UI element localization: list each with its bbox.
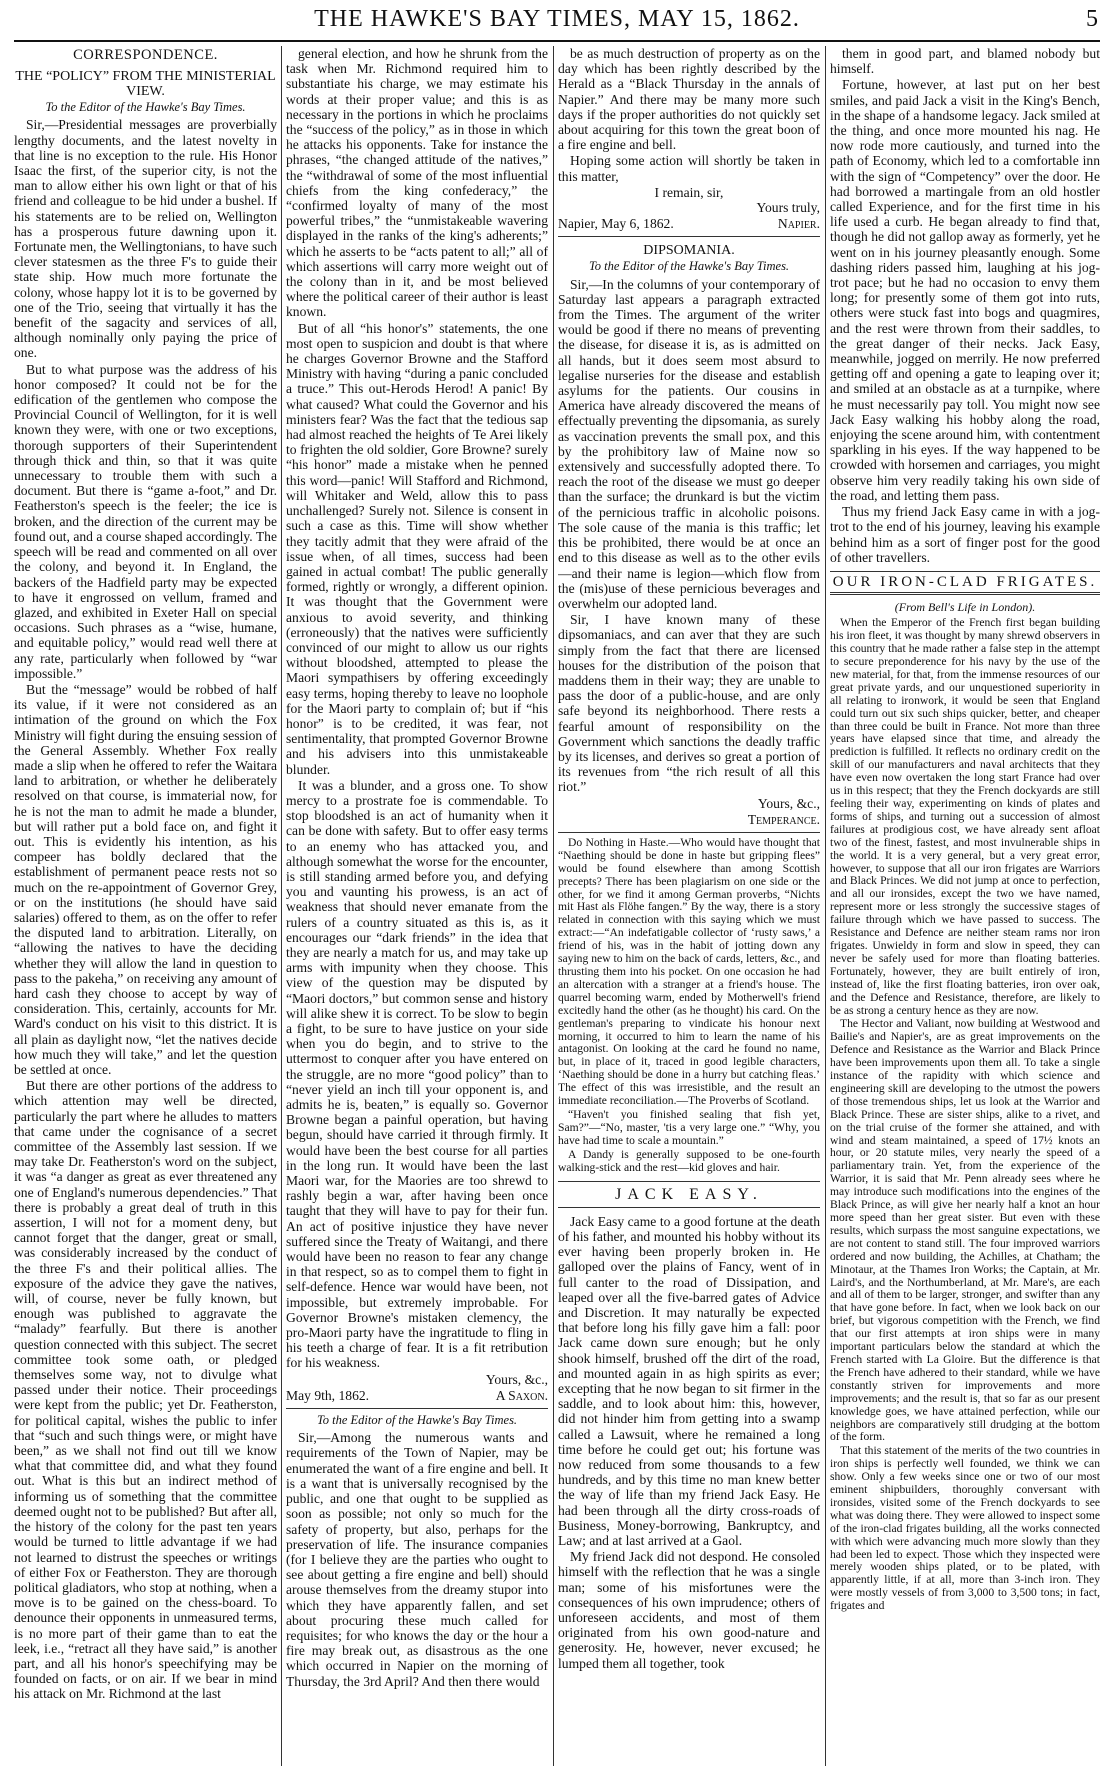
frigates-article	[830, 617, 1100, 1613]
column-rule	[281, 46, 282, 1766]
article-paragraph: It was a blunder, and a gross one. To show mercy to a prostrate foe is commendable. To stop bloodshed is an act of humanity when it can be done with safety. But to offer easy terms to an enemy who has attacked you, and although somewhat the worse for the encounter, is still standing armed before you, and defying you and vaunting his prowess, is an act of weakness that should never emanate from the rulers of a country situated as this is, as it encourages our “dark friends” in the idea that they are nearly a match for us, and may take up arms with impunity when they choose. This view of the question may be disputed by “Maori doctors,” but common sense and history will alike shew it is correct. To be slow to begin a fight, to be sure to have justice on your side when you do begin, and to strive to the uttermost to conquer after you have entered on the struggle, are no more “good policy” than to “never yield an inch till your opponent is, and admits he is, beaten,” is equally so. Governor Browne began a painful operation, but having begun, should have carried it through firmly. It would have been the best course for all parties in the long run. It would have been the last Maori war, for the Maories are too shrewd to rashly begin a war, after having been once taught that they will have to pay for their fun. An act of positive injustice they have never suffered since the Treaty of Waitangi, and there would have been no reason to fear any change in that respect, so as to compel them to fight in self-defence. Hence war would have been, not impossible, but extremely improbable. For Governor Browne's mistaken clemency, the pro-Maori party have the ingratitude to fling in his teeth a charge of fear. It is a fit retribution for his weakness.	[286, 777, 548, 1371]
signature-closing: Yours, &c.,	[757, 795, 820, 811]
editor-address: To the Editor of the Hawke's Bay Times.	[316, 1413, 518, 1428]
columns	[14, 46, 1100, 1766]
article-heading-policy: THE “POLICY” FROM THE MINISTERIAL VIEW.	[15, 69, 276, 100]
article-heading-jack-easy: JACK EASY.	[558, 1181, 820, 1208]
masthead	[14, 4, 1100, 42]
article-paragraph: “Haven't you finished sealing that fish yet, Sam?”—“No, master, 'tis a very large one.” “Why, you have had time to scale a mountain.”	[558, 1107, 820, 1147]
signature-line	[558, 216, 820, 231]
article-paragraph: be as much destruction of property as on the day which has been rightly described by the Herald as a “Black Thursday in the annals of Napier.” And there may be many more such days if the proper authorities do not quickly set about acquiring for this town the great boon of a fire engine and bell.	[558, 46, 820, 153]
signature-date: May 9th, 1862.	[286, 1387, 370, 1403]
article-paragraph: Sir,—In the columns of your contemporary of Saturday last appears a paragraph extracted from the Times. The argument of the writer would be good if there no means of preventing the disease, for disease it is, as is admitted on all hands, but it does seem most absurd to legalise nurseries for the disease and establish asylums for the patients. Our cousins in America have already discovered the means of effectually preventing the dipsomania, as surely as vaccination prevents the small pox, and this by the prohibitory law of Maine now so extensively and successfully adopted there. To reach the root of the disease we must go deeper than the surface; the drunkard is but the victim of the pernicious traffic in alcoholic poisons. The sole cause of the mania is this traffic; let this be prohibited, there would be at once an end to this disease as well as to the other evils—and their name is legion—which flow from the (mis)use of these pernicious beverages and overwhelm our adopted land.	[558, 276, 820, 611]
column-4	[830, 46, 1100, 1766]
page-number: 5	[1086, 6, 1098, 32]
article-paragraph: When the Emperor of the French first began building his iron fleet, it was thought by many shrewd observers in this country that he made rather a false step in the attempt to secure preponderence for his navy by the use of the new material, for that, from the immense resources of our great private yards, and our unquestioned superiority in all relating to ironwork, it would be seen that England could turn out six such ships quicker, better, and cheaper than three could be built in France. Not more than three years have elapsed since that time, and already the prediction is fulfilled. It reflects no ordinary credit on the skill of our manufacturers and naval architects that they have even now overtaken the long start France had over us in this respect; that they the French dockyards are still feeling their way, experimenting on kinds of plates and forms of ships, and turning out a succession of almost failures at prodigious cost, we have already sent afloat two of the finest, fastest, and most invulnerable ships in the world. It is a very general, but a very great error, however, to suppose that all our iron frigates are Warriors and Black Princes. We did not jump at once to perfection, and all our ironsides, except the two we have named, represent more or less strongly the successive stages of failure through which we have passed to success. The Resistance and Defence are neither steam rams nor iron frigates. Unwieldy in form and slow in speed, they can never be safely used for more than floating batteries. Fortunately, however, they are built entirely of iron, instead of, like the first floating batteries, iron over oak, and the Defence and Resistance, therefore, are likely to be as strong a century hence as they are now.	[830, 616, 1100, 1017]
article-paragraph: them in good part, and blamed nobody but himself.	[830, 46, 1100, 77]
article-paragraph: Jack Easy came to a good fortune at the death of his father, and mounted his hobby without its ever having been properly broken in. He galloped over the plains of Fancy, went of in full canter to the road of Dissipation, and leaped over all the five-barred gates of Advice and Discretion. It may naturally be expected that before long his filly gave him a fall: poor Jack came down sure enough; but he only shook himself, brushed off the dirt of the road, and mounted again in as high spirits as ever; excepting that he now began to sit firmer in the saddle, and to look about him: this, however, did not hinder him from getting into a swamp called a Lawsuit, where he remained a long time before he could get out; his fortune was now reduced from some thousands to a few hundreds, and by this time no man knew better the way of life than my friend Jack Easy. He had been through all the dirty cross-roads of Business, Money-borrowing, Bankruptcy, and Law; and at last arrived at a Gaol.	[558, 1213, 820, 1548]
article-heading-iron-clad-frigates: OUR IRON-CLAD FRIGATES.	[830, 571, 1100, 595]
article-paragraph: That this statement of the merits of the two countries in iron ships is perfectly well founded, we think we can show. Only a few weeks since one or two of our most eminent shipbuilders, thoroughly conversant with ironsides, visited some of the French dockyards to see what was doing there. They were allowed to inspect some of the iron-clad frigates building, all the works connected with which were advancing much more slowly than they had been led to expect. Those which they inspected were merely wooden ships plated, or to be plated, with apparently little, if at all, more than 3-inch iron. They were mostly vessels of from 3,000 to 3,500 tons; in fact, frigates and	[830, 1444, 1100, 1613]
editor-address: To the Editor of the Hawke's Bay Times.	[45, 100, 246, 115]
miscellany-block	[558, 837, 820, 1175]
article-paragraph: Thus my friend Jack Easy came in with a jog-trot to the end of his journey, leaving his example behind him as a sort of finger post for the good of other travellers.	[830, 504, 1100, 565]
article-paragraph: Fortune, however, at last put on her best smiles, and paid Jack a visit in the King's Bench, in the shape of a handsome legacy. Jack smiled at the thing, and once more mounted his nag. He now rode more cautiously, and turned into the path of Economy, which led to a comfortable inn with the sign of “Competency” over the door. He had borrowed a martingale from an old hostler called Experience, and for the first time in his life used a curb. He began already to find that, though he did not gallop away as formerly, yet he went on in his journey pleasantly enough. Some dashing riders passed him, laughing at his jog-trot pace; but he had no occasion to envy them long; for presently some of them got into ruts, others were stuck fast into bogs and quagmires, and the rest were thrown from their saddles, to the great danger of their necks. Jack Easy, meanwhile, jogged on merrily. He now preferred getting off and opening a gate to leaping over it; and smiled at an obstacle as at a turnpike, where he must necessarily pay toll. You might now see Jack Easy walking his hobby along the road, enjoying the scene around him, with contentment sparkling in his eyes. If the way happened to be crowded with horsemen and carriages, you might observe him very readily taking his own side of the road, and letting them pass.	[830, 77, 1100, 503]
editor-address: To the Editor of the Hawke's Bay Times.	[588, 259, 790, 274]
source-credit: (From Bell's Life in London).	[894, 600, 1036, 615]
signature-name: Temperance.	[747, 811, 820, 827]
signature-date: Napier, May 6, 1862.	[558, 216, 674, 232]
signature-name: A Saxon.	[495, 1387, 548, 1403]
article-paragraph: Do Nothing in Haste.—Who would have thought that “Naething should be done in haste but gripping flees” would be found elsewhere than among Scottish precepts? There has been plagiarism on one side or the other, for we find it among German proverbs, “Nichts mit Hast als Flöhe fangen.” By the way, there is a story related in connection with this saying which we must extract:—“An indefatigable collector of ‘rusty saws,’ a friend of his, was in the habit of jotting down any saying new to him on the back of cards, letters, &c., and thrusting them into his pocket. On one occasion he had an altercation with a stranger at a friend's house. The quarrel becoming warm, ended by Motherwell's friend excitedly hand the other (as he thought) his card. On the gentleman's preparing to vindicate his honour next morning, it occurred to him to learn the name of his antagonist. On looking at the card he found no name, but, in place of it, traced in good legible characters, ‘Naething should be done in a hurry but catching fleas.’ The effect of this was irresistible, and the result an immediate reconciliation.—The Proverbs of Scotland.	[558, 835, 820, 1108]
divider	[558, 236, 820, 237]
signature-closing: Yours truly,	[756, 200, 820, 216]
column-3	[558, 46, 820, 1766]
article-heading-dipsomania: DIPSOMANIA.	[643, 243, 735, 259]
section-heading-correspondence: CORRESPONDENCE.	[73, 47, 218, 63]
article-paragraph: But there are other portions of the address to which attention may well be directed, particularly the part where he alludes to matters that came under the cognisance of a secret committee of the Assembly last session. If we may take Dr. Featherston's word on the subject, it was “a danger as great as ever threatened any one of England's numerous dependencies.” That there is probably a great deal of truth in this assertion, I will not for a moment deny, but cannot forget that the danger, great or small, was considerably increased by the conduct of the three F's and their political allies. The exposure of the advice they gave the natives, will, of course, never be fully known, but enough was published to aggravate the “malady” fearfully. But there is another question connected with this subject. The secret committee took some oath, or pledged themselves some way, not to divulge what passed under their notice. Their proceedings were kept from the public; yet Dr. Featherston, for political capital, wishes the public to infer that “such and such things were, or might have been,” as we shall not find out till we know what that committee did, and what they found out. What is this but an indirect method of informing us of something that the committee deemed ought not to be published? But after all, the history of the colony for the past ten years would be turned to little advantage if we had not learned to distrust the speeches or writings of either Fox or Featherston. They are thorough political gladiators, who stop at nothing, when a move is to be gained on the chess-board. To denounce their opponents in unmeasured terms, is no more part of their game than to eat the leek, i.e., “retract all they have said,” is another part, and all his honor's speechifying may be founded on facts, or on air. If we bear in mind his attack on Mr. Richmond at the last	[14, 1078, 277, 1702]
article-paragraph: But of all “his honor's” statements, the one most open to suspicion and doubt is that where he charges Governor Browne and the Stafford Ministry with having “during a panic concluded a truce.” This out-Herods Herod! A panic! By what caused? What could the Governor and his ministers fear? Was the fact that the tedious sap had almost reached the heights of Te Arei likely to frighten the old soldier, Gore Browne? surely “his honor” made a mistake when he penned this word—panic! Will Stafford and Richmond, will Whitaker and Weld, allow this to pass unchallenged? Surely not. Silence is consent in such a case as this. Time will show whether they tacitly admit that they were afraid of the issue when, of all times, success had been gained in actual combat! The public generally formed, rightly or wrongly, a different opinion. It was thought that the Government were anxious to avoid severity, and thinking (erroneously) that the natives were sufficiently convinced of our might to allow us our rights without bloodshed, attempted to please the Maori sympathisers by offering exceedingly easy terms, hoping thereby to leave no loophole for the Maori party to complain of; but if “his honor” is to be credited, it was fear, not sentimentality, that prompted Governor Browne and his advisers into this unmistakeable blunder.	[286, 320, 548, 777]
article-paragraph: Sir,—Presidential messages are proverbially lengthy documents, and the latest novelty in that line is no exception to the rule. His Honor Isaac the first, of the superior city, is not the man to allow either his own light or that of his friend and colleague to be hid under a bushel. If his statements are to be relied on, Wellington has a prosperous future dawning upon it. Fortunate men, the Wellingtonians, to have such clever statesmen as the three F's to guide their state ship. How much more fortunate the colony, whose happy lot it is to be governed by one of the Trio, seeing that virtually it has the benefit of the sagacity and services of all, although nominally only paying the price of one.	[14, 117, 277, 361]
article-paragraph: Hoping some action will shortly be taken in this matter,	[558, 153, 820, 184]
column-rule	[825, 46, 826, 1766]
signature-remain: I remain, sir,	[654, 184, 724, 200]
column-rule	[553, 46, 554, 1766]
article-paragraph: But to what purpose was the address of his honor composed? It could not be for the edification of the gentlemen who compose the Provincial Council of Wellington, for it is well known they were, with one or two exceptions, thorough supporters of their Superintendent through thick and thin, so that it was quite unnecessary to trouble them with such a document. But there is “game a-foot,” and Dr. Featherston's speech is the feeler; the ice is broken, and the direction of the current may be found out, and a course shaped accordingly. The speech will be read and commented on all over the colony, and beyond it. In England, the backers of the Hadfield party may be expected to have it engrossed on vellum, framed and glazed, and exhibited in Exeter Hall on special occasions. Such phrases as a “wise, humane, and equitable policy,” would read well there at any rate, particularly when followed by “war impossible.”	[14, 361, 277, 681]
signature-closing: Yours, &c.,	[485, 1371, 548, 1387]
article-paragraph: But the “message” would be robbed of half its value, if it were not considered as an intimation of the ground on which the Fox Ministry will fight during the ensuing session of the General Assembly. Whether Fox really made a slip when he offered to refer the Waitara land to arbitration, or whether he deliberately resolved on that course, is immaterial now, for he is not the man to admit he made a blunder, but will rather put a bold face on, and fight it out. This is evidently his intention, as his compeer has boldly declared that the establishment of permanent peace rests not so much on the re-appointment of Governor Grey, or on the institutions (he should have said salaries) offered to them, as on the offer to refer the disputed land to arbitration. Literally, on “allowing the natives to have the deciding whether they will allow the land in question to pass to the pakeha,” on receiving any amount of hard cash they choose to accept by way of consideration. This, certainly, accounts for Mr. Ward's conduct on his visit to this district. It is all plain as daylight now, “let the natives decide how much they will take,” and let the question be settled at once.	[14, 681, 277, 1077]
column-1	[14, 46, 277, 1766]
signature-line	[286, 1388, 548, 1403]
article-paragraph: My friend Jack did not despond. He consoled himself with the reflection that he was a single man; some of his misfortunes were the consequences of his own imprudence; others of unforeseen accidents, and most of them originated from his own good-nature and generosity. He, however, never excused; he lumped them all together, took	[558, 1549, 820, 1671]
signature-name: Napier.	[777, 216, 820, 232]
article-paragraph: The Hector and Valiant, now building at Westwood and Bailie's and Napier's, are as great improvements on the Defence and Resistance as the Warrior and Black Prince have been improvements upon them all. To take a single instance of the rapidity with which science and engineering skill are developing to the utmost the powers of those tremendous ships, let us look at the Warrior and Black Prince. These are sister ships, alike to a rivet, and on the trial cruise of the former she attained, and with wind and steam maintained, a speed of 17½ knots an hour, or 20 statute miles, very nearly the speed of a parliamentary train. Yet, from the experience of the Warrior, it is said that Mr. Penn already sees where he may introduce such modifications into the engines of the Black Prince, as will give her nearly half a knot an hour more speed than her great sister. But even with these results, which surpass the most sanguine expectations, we are not content to stand still. The four improved warriors ordered and now building, the Achilles, at Chatham; the Minotaur, at the Thames Iron Works; the Captain, at Mr. Laird's, and the Northumberland, at Mr. Mare's, are each and all of them to be larger, stronger, and swifter than any that have gone before. In fact, when we look back on our brief, but vigorous competition with the French, we find that our first attempts at iron ships were in many important particulars below the standard at which the French started with La Gloire. But the difference is that the French have adhered to their standard, while we have constantly striven for improvements and more improvements; and the result is, that so far as our present knowledge goes, we have attained perfection, while our neighbors are comparatively still drudging at the bottom of the form.	[830, 1017, 1100, 1444]
column-2	[286, 46, 548, 1766]
newspaper-title: THE HAWKE'S BAY TIMES, MAY 15, 1862.	[314, 6, 800, 32]
divider	[286, 1408, 548, 1409]
article-paragraph: general election, and how he shrunk from the task when Mr. Richmond required him to substantiate his charge, we may estimate his words at their proper value; and this is as necessary in the portions in which he proclaims the “success of the policy,” as in those in which he attacks his opponents. Take for instance the phrases, “the changed attitude of the natives,” the “withdrawal of some of the most influential chiefs from the king confederacy,” the “confirmed loyalty of many of the most powerful tribes,” the “unmistakeable wavering displayed in the ranks of the king's adherents;” which he asserts to be “acts patent to all;” all of which assertions will carry more weight out of the colony than in it, and be most believed where the political career of their author is least known.	[286, 46, 548, 320]
article-paragraph: Sir,—Among the numerous wants and requirements of the Town of Napier, may be enumerated the want of a fire engine and bell. It is a want that is universally recognised by the public, and one that ought to be supplied as soon as possible; not only so much for the safety of property, but also, perhaps for the preservation of life. The insurance companies (for I believe they are the parties who ought to see about getting a fire engine and bell) should arouse themselves from the dreamy stupor into which they have apparently fallen, and set about procuring these much called for requisites; for who knows the day or the hour a fire may break out, as disastrous as the one which occurred in Napier on the morning of Thursday, the 3rd April? And then there would	[286, 1430, 548, 1689]
article-paragraph: Sir, I have known many of these dipsomaniacs, and can aver that they are such simply from the fact that there are licensed houses for the distribution of the poison that maddens them in their way; they are unable to pass the door of a public-house, and are only safe beyond its neighborhood. There rests a fearful amount of responsibility on the Government which sanctions the deadly traffic by its licenses, and derives so great a portion of its revenues from “the rich result of all this riot.”	[558, 612, 820, 795]
article-paragraph: A Dandy is generally supposed to be one-fourth walking-stick and the rest—kid gloves and hair.	[558, 1147, 820, 1174]
divider	[558, 832, 820, 833]
